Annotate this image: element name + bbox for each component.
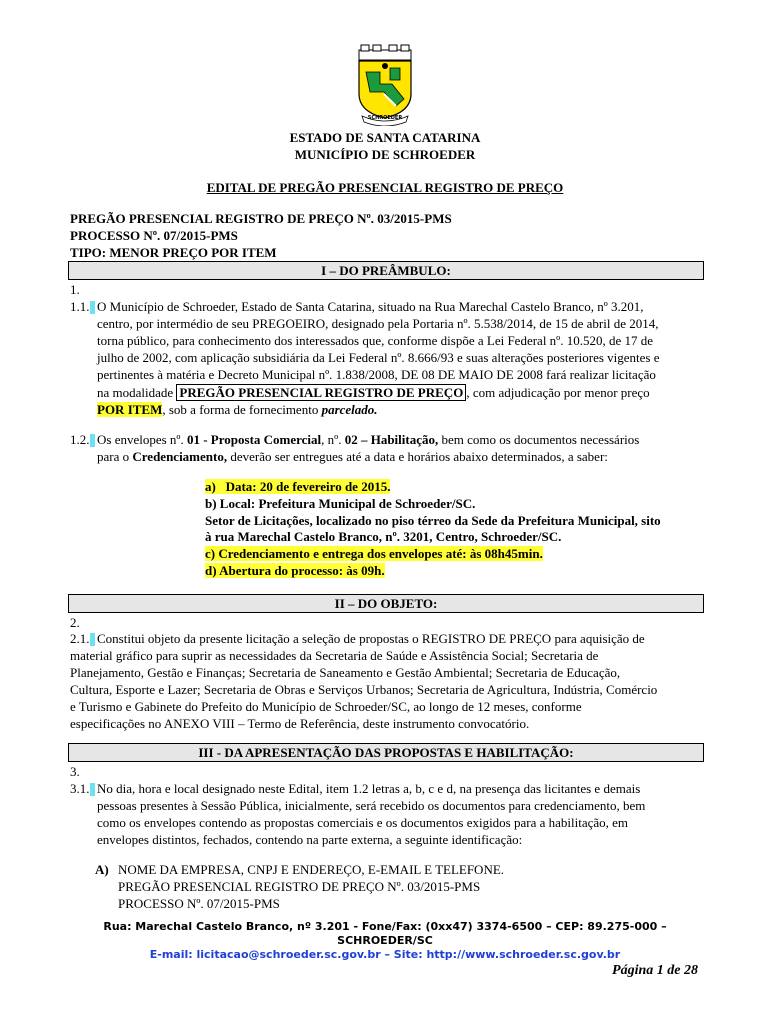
- paragraph-2-1: material gráfico para suprir as necessidades da Secretaria de Saúde e Assistência Social; Secretaria de Planejamento, Gestão e Finanças; Secretaria de Saneamento e Gestão Ambiental; Secretaria de Educação, Cultura, Esporte e Lazer; Secretaria de Obras e Serviços Urbanos; Secretaria de Agricultura, Indústria, Comércio e Turismo e Gabinete do Prefeito do Município de Schroeder/SC, ao longo de 12 meses, conforme especificações no ANEXO VIII – Termo de Referência, deste instrumento convocatório.: [70, 648, 658, 731]
- cyan-marker: [90, 433, 97, 449]
- footer-contact-links[interactable]: E-mail: licitacao@schroeder.sc.gov.br – Site: http://www.schroeder.sc.gov.br: [149, 948, 621, 961]
- pregao-number: PREGÃO PRESENCIAL REGISTRO DE PREÇO Nº. 03/2015-PMS: [70, 211, 452, 226]
- detail-address: à rua Marechal Castelo Branco, nº. 3201, Centro, Schroeder/SC.: [205, 529, 562, 544]
- municipality-name: MUNICÍPIO DE SCHROEDER: [294, 147, 476, 162]
- process-number: PROCESSO Nº. 07/2015-PMS: [70, 228, 238, 243]
- paragraph-2-1-first: Constitui objeto da presente licitação a seleção de propostas o REGISTRO DE PREÇO para aquisição de: [97, 631, 645, 646]
- envelope-a-label: A): [95, 862, 109, 877]
- edital-title: EDITAL DE PREGÃO PRESENCIAL REGISTRO DE PREÇO: [206, 180, 564, 195]
- por-item-highlight: POR ITEM: [97, 402, 163, 417]
- section-number: 2.: [70, 615, 80, 630]
- item-number-2-1: 2.1.: [70, 631, 90, 646]
- modality-box: PREGÃO PRESENCIAL REGISTRO DE PREÇO: [176, 384, 466, 401]
- state-name: ESTADO DE SANTA CATARINA: [289, 130, 481, 145]
- item-number-1-1: 1.1.: [70, 299, 90, 314]
- section-propostas-heading: III - DA APRESENTAÇÃO DAS PROPOSTAS E HABILITAÇÃO:: [68, 743, 704, 762]
- paragraph-3-1: No dia, hora e local designado neste Edital, item 1.2 letras a, b, c e d, na presença das licitantes e demais pessoas presentes à Sessão Pública, inicialmente, será recebido os documentos para credenciamento, bem como os envelopes contendo as propostas comerciais e os documentos exigidos para a habilitação, em envelopes distintos, fechados, contendo na parte externa, a seguinte identificação:: [97, 781, 646, 847]
- tender-type: TIPO: MENOR PREÇO POR ITEM: [70, 245, 277, 260]
- crest-banner-text: SCHROEDER: [367, 115, 403, 121]
- section-number: 3.: [70, 764, 80, 779]
- detail-opening: d) Abertura do processo: às 09h.: [205, 563, 385, 578]
- cyan-marker: [90, 632, 97, 648]
- item-number-3-1: 3.1.: [70, 781, 90, 796]
- detail-credentialing: c) Credenciamento e entrega dos envelopes até: às 08h45min.: [205, 546, 543, 561]
- footer-city: SCHROEDER/SC: [337, 934, 433, 947]
- item-number-1-2: 1.2.: [70, 432, 90, 447]
- paragraph-1-2: Os envelopes nº. 01 - Proposta Comercial, nº. 02 – Habilitação, bem como os documentos necessários para o Credenciamento, deverão ser entregues até a data e horários abaixo determinados, a saber:: [97, 432, 640, 464]
- section-number: 1.: [70, 282, 80, 297]
- cyan-marker: [90, 782, 97, 798]
- section-preambulo-heading: I – DO PREÂMBULO:: [68, 261, 704, 280]
- detail-location: b) Local: Prefeitura Municipal de Schroeder/SC.: [205, 496, 476, 511]
- page-number: Página 1 de 28: [612, 963, 698, 978]
- footer-address: Rua: Marechal Castelo Branco, nº 3.201 - Fone/Fax: (0xx47) 3374-6500 – CEP: 89.275-000 –: [103, 920, 667, 933]
- section-objeto-heading: II – DO OBJETO:: [68, 594, 704, 613]
- paragraph-1-1: O Município de Schroeder, Estado de Santa Catarina, situado na Rua Marechal Castelo Branco, nº 3.201, centro, por intermédio de seu PREGOEIRO, designado pela Portaria nº. 5.538/2014, de 15 de abril de 2014, torna público, para conhecimento dos interessados que, conforme dispõe a Lei Federal nº. 10.520, de 17 de julho de 2002, com aplicação subsidiária da Lei Federal nº. 8.666/93 e suas alterações posteriores vigentes e pertinentes à matéria e Decreto Municipal nº. 1.838/2008, DE 08 DE MAIO DE 2008 fará realizar licitação na modalidade PREGÃO PRESENCIAL REGISTRO DE PREÇO , com adjudicação por menor preço POR ITEM, sob a forma de fornecimento parcelado.: [97, 299, 660, 417]
- municipal-crest: [340, 44, 430, 126]
- cyan-marker: [90, 300, 97, 316]
- detail-sector: Setor de Licitações, localizado no piso térreo da Sede da Prefeitura Municipal, sito: [205, 513, 661, 528]
- envelope-a-identification: NOME DA EMPRESA, CNPJ E ENDEREÇO, E-EMAIL E TELEFONE. PREGÃO PRESENCIAL REGISTRO DE PREÇO Nº. 03/2015-PMS PROCESSO Nº. 07/2015-PMS: [118, 862, 505, 911]
- detail-date: a) Data: 20 de fevereiro de 2015.: [205, 479, 391, 494]
